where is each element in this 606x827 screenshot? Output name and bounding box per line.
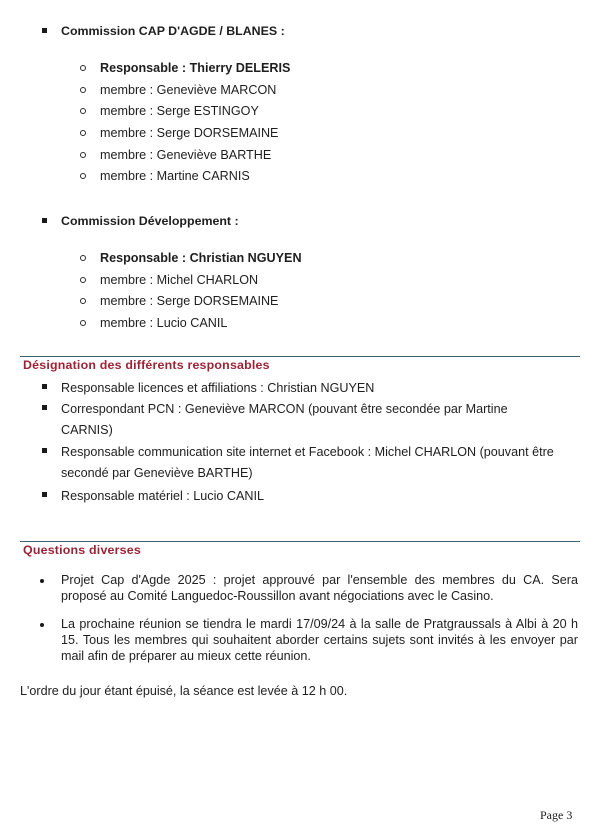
designation-item: Responsable licences et affiliations : Christian NGUYEN: [42, 378, 562, 399]
square-bullet-icon: [42, 492, 47, 497]
circle-bullet-icon: [80, 130, 86, 136]
question-item: La prochaine réunion se tiendra le mardi 17/09/24 à la salle de Pratgraussals à Albi à 20 h 15. Tous les membres qui souhaitent aborder certains sujets sont invités à les envoyer par mail afin de préparer au mieux cette réunion.: [40, 616, 578, 664]
circle-bullet-icon: [80, 277, 86, 283]
square-bullet-icon: [42, 448, 47, 453]
section-heading-designation: Désignation des différents responsables: [23, 358, 270, 372]
commission-title: Commission Développement :: [61, 214, 239, 228]
circle-bullet-icon: [80, 298, 86, 304]
section-rule: [20, 356, 580, 357]
circle-bullet-icon: [80, 173, 86, 179]
page-number: Page 3: [540, 808, 573, 822]
designation-item: Responsable matériel : Lucio CANIL: [42, 486, 562, 507]
section-rule: [20, 541, 580, 542]
circle-bullet-icon: [80, 87, 86, 93]
circle-bullet-icon: [80, 320, 86, 326]
square-bullet-icon: [42, 384, 47, 389]
commission-title: Commission CAP D'AGDE / BLANES :: [61, 24, 285, 38]
section-heading-questions: Questions diverses: [23, 543, 141, 557]
circle-bullet-icon: [80, 255, 86, 261]
document-page: Commission CAP D'AGDE / BLANES : Responsable : Thierry DELERIS membre : Geneviève MARCON membre : Serge ESTINGOY membre : Serge DORSEMAINE membre : Geneviève BARTHE membre : Martine CARNIS Commission Développement : Responsable : Christian NGUYEN membre : Michel CHARLON membre : Serge DORSEMAINE membre : Lucio CANIL Désignation des différents responsables Responsable licences et affiliations : Christian NGUYEN Correspondant PCN : Geneviève MARCON (pouvant être secondée par Martine CARNIS) Responsable communication site internet et Facebook : Michel CHARLON (pouvant être secondé par Geneviève BARTHE) Responsable matériel : Lucio CANIL Questions diverses Projet Cap d'Agde 2025 : projet approuvé par l'ensemble des membres du CA. Sera proposé au Comité Languedoc-Roussillon avant négociations avec le Casino. La prochaine réunion se tiendra le mardi 17/09/24 à la salle de Pratgraussals à Albi à 20 h 15. Tous les membres qui souhaitent aborder certains sujets sont invités à les envoyer par mail afin de préparer au mieux cette réunion. L'ordre du jour étant épuisé, la séance est levée à 12 h 00. Page 3: [20, 24, 578, 822]
closing-statement: L'ordre du jour étant épuisé, la séance est levée à 12 h 00.: [20, 684, 348, 698]
square-bullet-icon: [42, 218, 47, 223]
dot-bullet-icon: [40, 623, 44, 627]
circle-bullet-icon: [80, 65, 86, 71]
dot-bullet-icon: [40, 579, 44, 583]
question-item: Projet Cap d'Agde 2025 : projet approuvé par l'ensemble des membres du CA. Sera proposé au Comité Languedoc-Roussillon avant négociations avec le Casino.: [40, 572, 578, 604]
circle-bullet-icon: [80, 108, 86, 114]
square-bullet-icon: [42, 28, 47, 33]
designation-item: Responsable communication site internet et Facebook : Michel CHARLON (pouvant être secondé par Geneviève BARTHE): [42, 442, 562, 484]
designation-item: Correspondant PCN : Geneviève MARCON (pouvant être secondée par Martine CARNIS): [42, 399, 562, 441]
square-bullet-icon: [42, 405, 47, 410]
circle-bullet-icon: [80, 152, 86, 158]
